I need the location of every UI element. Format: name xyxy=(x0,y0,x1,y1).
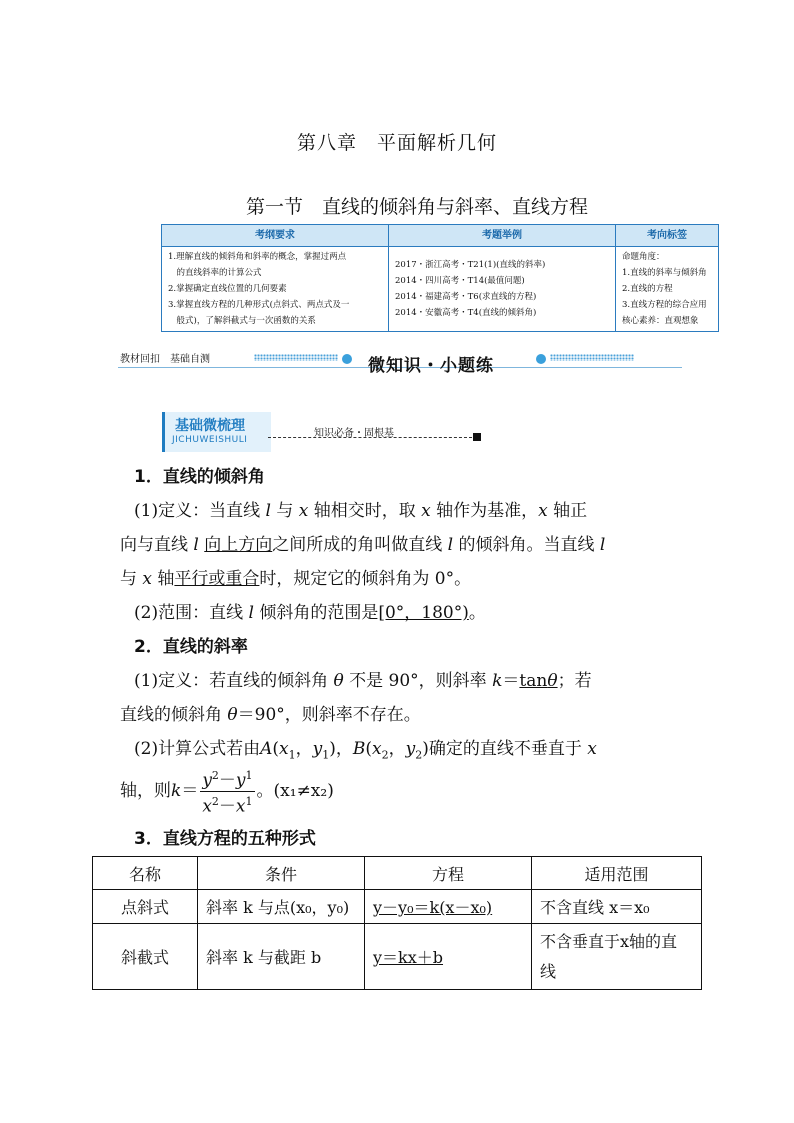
def1-line2: 向与直线 l 向上方向之间所成的角叫做直线 l 的倾斜角。当直线 l xyxy=(120,535,606,555)
answer-range: [0°，180°) xyxy=(378,603,469,623)
table-row xyxy=(93,924,702,990)
table-row xyxy=(93,890,702,924)
row-equation: y－y₀＝k(x－x₀) xyxy=(365,890,532,924)
chapter-title: 第八章 平面解析几何 xyxy=(296,132,497,154)
row-name: 斜截式 xyxy=(93,924,198,990)
requirement-line: 般式)，了解斜截式与一次函数的关系 xyxy=(168,316,316,326)
dots-decoration xyxy=(254,354,338,361)
tag-line: 核心素养：直观想象 xyxy=(622,316,699,326)
dots-decoration xyxy=(550,354,634,361)
header-requirements: 考纲要求 xyxy=(162,225,388,247)
col-condition: 条件 xyxy=(198,857,365,890)
heading-forms: 3．直线方程的五种形式 xyxy=(134,829,316,849)
heading-inclination: 1．直线的倾斜角 xyxy=(134,467,265,487)
badge-box xyxy=(162,412,271,452)
tag-line: 1.直线的斜率与倾斜角 xyxy=(622,268,707,278)
formula-condition: (x₁≠x₂) xyxy=(273,781,334,801)
banner-left-text: 教材回扣 基础自测 xyxy=(120,354,210,365)
col-equation: 方程 xyxy=(365,857,532,890)
def1-line3: 与 x 轴平行或重合时，规定它的倾斜角为 0°。 xyxy=(120,569,472,589)
col-scope: 适用范围 xyxy=(532,857,702,890)
tag-line: 3.直线方程的综合应用 xyxy=(622,300,707,310)
answer-upward: 向上方向 xyxy=(204,535,273,555)
badge-title: 基础微梳理 xyxy=(175,418,245,434)
row-name: 点斜式 xyxy=(93,890,198,924)
formula-line2: 轴，则k＝ $\frac{y^2-y^1}{x^2-x^1}$ 。(x₁≠x₂) xyxy=(120,766,334,817)
requirements-list xyxy=(162,247,388,331)
tags-list xyxy=(616,247,718,331)
section-banner xyxy=(118,346,682,378)
row-scope: 不含垂直于x轴的直线 xyxy=(532,924,702,990)
circle-icon xyxy=(536,354,546,364)
requirement-line: 3.掌握直线方程的几种形式(点斜式、两点式及一 xyxy=(168,300,350,310)
example-line: 2014・福建高考・T6(求直线的方程) xyxy=(395,292,537,302)
range-line: (2)范围：直线 l 倾斜角的范围是[0°，180°)。 xyxy=(134,603,486,623)
slope-line2: 直线的倾斜角 θ＝90°，则斜率不存在。 xyxy=(120,705,421,725)
example-line: 2014・四川高考・T14(最值问题) xyxy=(395,276,525,286)
header-examples: 考题举例 xyxy=(389,225,615,247)
row-condition: 斜率 k 与截距 b xyxy=(198,924,365,990)
syllabus-box xyxy=(161,224,719,332)
example-line: 2014・安徽高考・T4(直线的倾斜角) xyxy=(395,308,537,318)
example-line: 2017・浙江高考・T21(1)(直线的斜率) xyxy=(395,260,546,270)
answer-tan: tanθ xyxy=(519,671,558,691)
answer-parallel: 平行或重合 xyxy=(174,569,260,589)
requirement-line: 的直线斜率的计算公式 xyxy=(168,268,262,278)
col-name: 名称 xyxy=(93,857,198,890)
banner-title: 微知识・小题练 xyxy=(368,356,494,376)
table-header-row xyxy=(93,857,702,890)
line-forms-table xyxy=(92,856,702,990)
heading-slope: 2．直线的斜率 xyxy=(134,637,248,657)
badge-pinyin: JICHUWEISHULI xyxy=(172,435,248,445)
tag-line: 2.直线的方程 xyxy=(622,284,673,294)
row-condition: 斜率 k 与点(x₀，y₀) xyxy=(198,890,365,924)
formula-line1: (2)计算公式若由$A(x_1$，$y_1$)，$B(x_2$，$y_2$)确定的直线不垂直于 x xyxy=(134,739,597,762)
section-badge xyxy=(162,412,482,454)
slope-line1: (1)定义：若直线的倾斜角 θ 不是 90°，则斜率 k＝tanθ；若 xyxy=(134,671,592,691)
circle-icon xyxy=(342,354,352,364)
row-equation: y＝kx＋b xyxy=(365,924,532,990)
badge-tag: 知识必备・固根基 xyxy=(314,428,394,439)
header-tags: 考向标签 xyxy=(616,225,718,247)
requirement-line: 1.理解直线的倾斜角和斜率的概念，掌握过两点 xyxy=(168,252,347,262)
badge-dash-line xyxy=(268,437,472,438)
section-title: 第一节 直线的倾斜角与斜率、直线方程 xyxy=(245,196,588,218)
row-scope: 不含直线 x＝x₀ xyxy=(532,890,702,924)
square-icon xyxy=(473,433,481,441)
tag-line: 命题角度： xyxy=(622,252,665,262)
examples-list xyxy=(389,247,615,331)
slope-fraction: $\frac{y^2-y^1}{x^2-x^1}$ xyxy=(200,766,254,816)
requirement-line: 2.掌握确定直线位置的几何要素 xyxy=(168,284,287,294)
def1-line1: (1)定义：当直线 l 与 x 轴相交时，取 x 轴作为基准，x 轴正 xyxy=(134,501,588,521)
